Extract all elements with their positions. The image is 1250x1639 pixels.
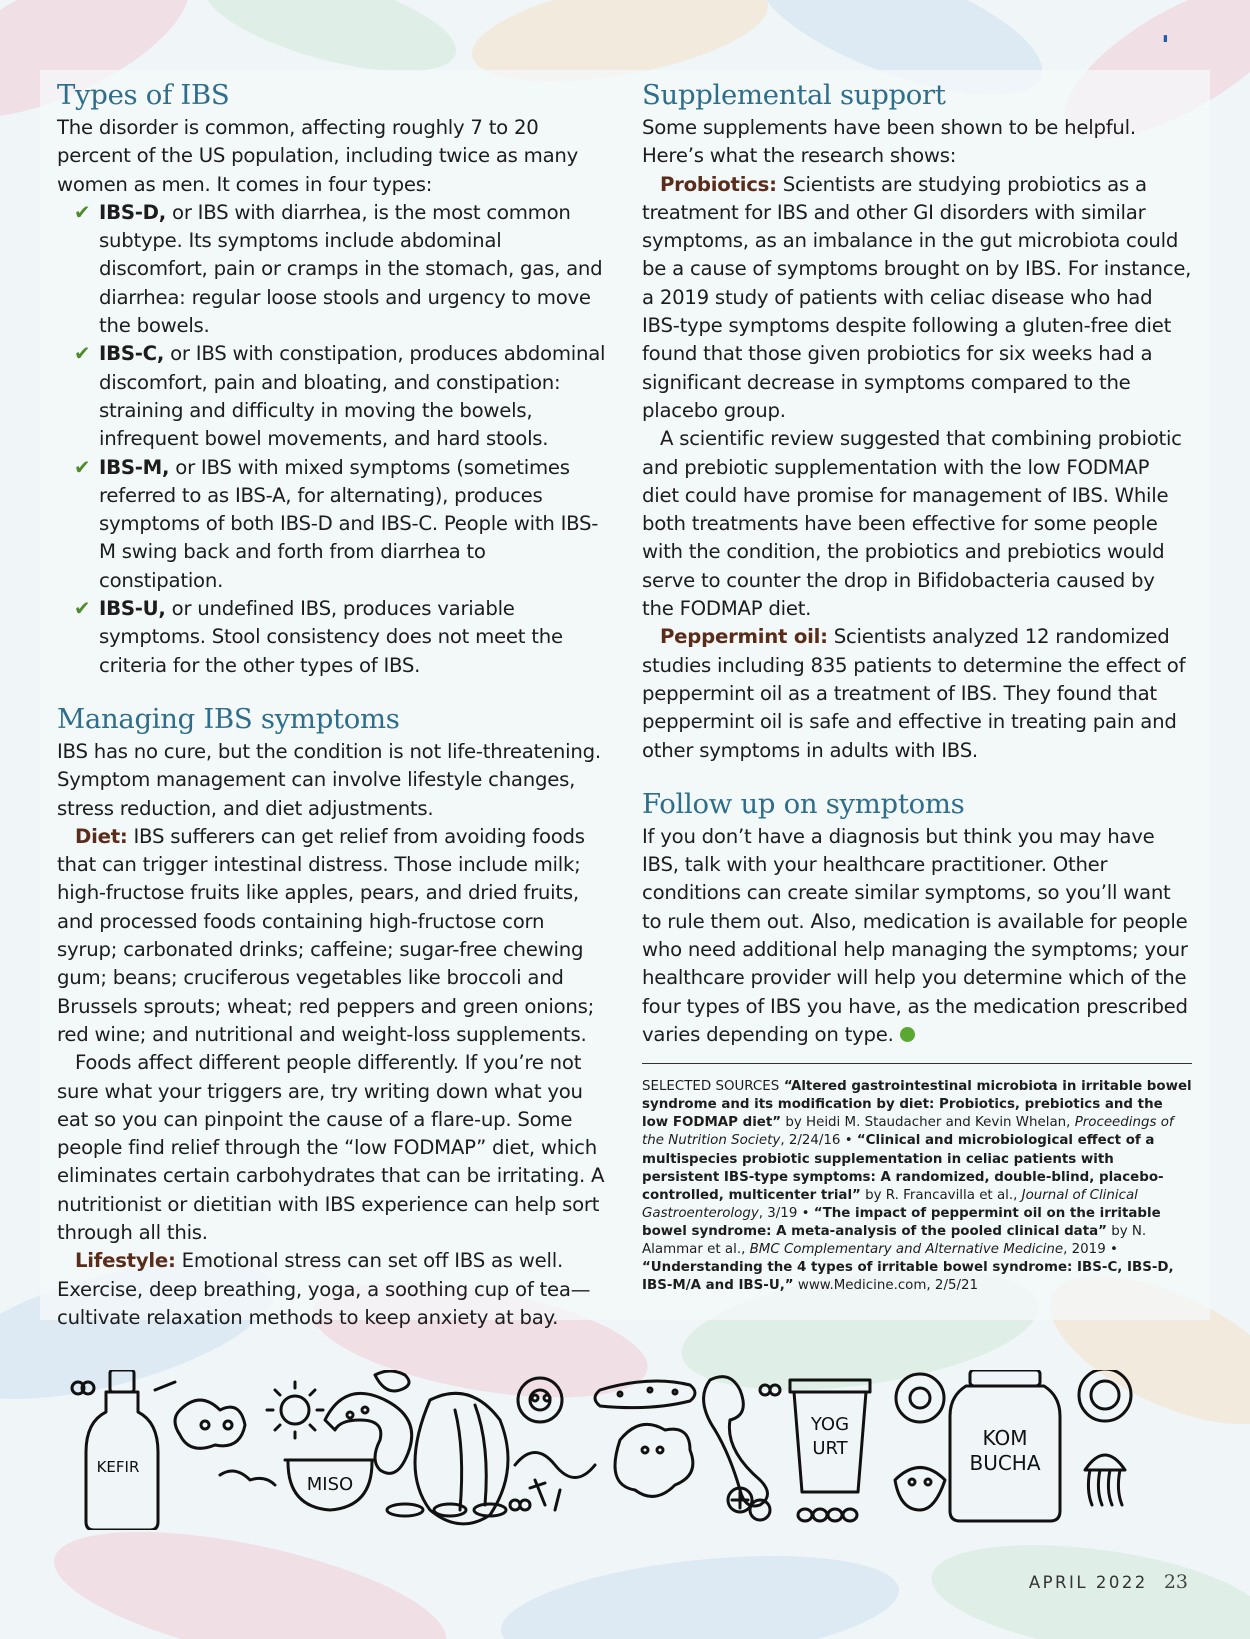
type-term: IBS-U, <box>99 597 166 621</box>
check-mark-icon: ✔ <box>74 455 91 479</box>
yogurt-label-bottom: URT <box>812 1438 848 1459</box>
source-title: “Altered gastrointestinal microbiota in irritable bowel syndrome and its modification by diet: Probiotics, prebiotics and the low FODMAP diet” <box>642 1079 1192 1131</box>
pickle-icon <box>595 1381 695 1408</box>
type-term: IBS-M, <box>99 455 170 479</box>
list-item <box>57 454 607 595</box>
yogurt-cup-icon <box>790 1380 870 1492</box>
source-title: “Clinical and microbiological effect of a multispecies probiotic supplementation in celiac patients with persistent IBS-type symptoms: A randomized, double-blind, placebo-controlled, multicenter trial” <box>642 1133 1164 1203</box>
diet-paragraph <box>57 823 607 1049</box>
source-date: , 2/24/16 • <box>780 1133 857 1149</box>
microbe-icon <box>175 1400 245 1448</box>
lifestyle-paragraph <box>57 1247 607 1332</box>
source-date: , 2019 • <box>1063 1242 1118 1258</box>
left-column <box>57 78 607 1332</box>
type-term: IBS-C, <box>99 342 165 366</box>
types-intro: The disorder is common, affecting roughly 7 to 20 percent of the US population, including twice as many women as men. It comes in four types: <box>57 116 579 196</box>
check-mark-icon: ✔ <box>74 597 91 621</box>
source-author: by R. Francavilla et al., <box>860 1187 1022 1203</box>
right-column <box>642 78 1192 1295</box>
list-item <box>57 199 607 340</box>
kombucha-jar-icon <box>950 1370 1060 1521</box>
diet-text: IBS sufferers can get relief from avoiding foods that can trigger intestinal distress. Those include milk; high-fructose fruits like apples, pears, and dried fruits, and processed foods containing high-fructose corn syrup; carbonated drinks; caffeine; sugar-free chewing gum; beans; cruciferous vegetables like broccoli and Brussels sprouts; wheat; red peppers and green onions; red wine; and nutritional and weight-loss supplements. <box>57 824 595 1046</box>
managing-intro: IBS has no cure, but the condition is not life-threatening. Symptom management can involve lifestyle changes, stress reduction, and diet adjustments. <box>57 739 601 820</box>
types-of-ibs-section <box>57 78 607 680</box>
source-journal: Journal of Clinical Gastroenterology <box>642 1187 1138 1221</box>
foods-paragraph: Foods affect different people differently. If you’re not sure what your triggers are, try writing down what you eat so you can pinpoint the cause of a flare-up. Some people find relief through the “low FODMAP” diet, which eliminates certain carbohydrates that can be irritating. A nutritionist or dietitian with IBS experience can help sort through all this. <box>57 1051 605 1244</box>
probiotics-text: Scientists are studying probiotics as a treatment for IBS and other GI disorders with similar symptoms, as an imbalance in the gut microbiota could be a cause of symptoms brought on by IBS. For instance, a 2019 study of patients with celiac disease who had IBS-type symptoms despite following a gluten-free diet found that those given probiotics for six weeks had a significant decrease in symptoms compared to the placebo group. <box>642 172 1192 422</box>
probiotics-paragraph <box>642 171 1192 426</box>
source-title: “Understanding the 4 types of irritable bowel syndrome: IBS-C, IBS-D, IBS-M/A and IBS-U,” <box>642 1260 1174 1294</box>
kefir-bottle-icon <box>86 1370 158 1530</box>
type-description: or IBS with constipation, produces abdominal discomfort, pain and bloating, and constipation: straining and difficulty in moving the bowels, infrequent bowel movements, and hard stools. <box>99 342 606 451</box>
kombucha-label-bottom: BUCHA <box>969 1451 1041 1475</box>
yogurt-label-top: YOG <box>810 1414 850 1435</box>
lifestyle-text: Emotional stress can set off IBS as well. Exercise, deep breathing, yoga, a soothing cup of tea—cultivate relaxation methods to keep anxiety at bay. <box>57 1249 591 1329</box>
selected-sources <box>642 1078 1192 1295</box>
supplemental-heading: Supplemental support <box>642 79 946 111</box>
check-mark-icon: ✔ <box>74 342 91 366</box>
peppermint-text: Scientists analyzed 12 randomized studies including 835 patients to determine the effect of peppermint oil as a treatment of IBS. They found that peppermint oil is safe and effective in treating pain and other symptoms in adults with IBS. <box>642 625 1186 762</box>
sources-divider <box>642 1063 1192 1064</box>
type-description: or IBS with diarrhea, is the most common subtype. Its symptoms include abdominal discomfort, pain or cramps in the stomach, gas, and diarrhea: regular loose stools and urgency to move the bowels. <box>99 200 603 338</box>
follow-up-section <box>642 787 1192 1049</box>
source-title: “The impact of peppermint oil on the irritable bowel syndrome: A meta-analysis of the pooled clinical data” <box>642 1205 1161 1239</box>
source-author: by Heidi M. Staudacher and Kevin Whelan, <box>781 1115 1075 1131</box>
diet-lead: Diet: <box>75 824 128 848</box>
issue-date: APRIL 2022 <box>1028 1573 1148 1592</box>
review-paragraph: A scientific review suggested that combining probiotic and prebiotic supplementation with the low FODMAP diet could have promise for management of IBS. While both treatments have been effective for some people with the condition, the probiotics and prebiotics would serve to counter the drop in Bifidobacteria caused by the FODMAP diet. <box>642 427 1182 621</box>
list-item <box>57 595 607 680</box>
kombucha-label-top: KOM <box>982 1426 1028 1450</box>
page-footer <box>1029 1571 1188 1593</box>
lifestyle-lead: Lifestyle: <box>75 1249 176 1273</box>
page-number: 23 <box>1163 1571 1188 1593</box>
type-description: or IBS with mixed symptoms (sometimes referred to as IBS-A, for alternating), produces symptoms of both IBS-D and IBS-C. People with IBS-M swing back and forth from diarrhea to constipation. <box>99 455 599 592</box>
types-heading: Types of IBS <box>57 79 230 111</box>
peppermint-paragraph <box>642 623 1192 764</box>
supplemental-intro: Some supplements have been shown to be helpful. Here’s what the research shows: <box>642 116 1136 168</box>
miso-label: MISO <box>306 1474 354 1495</box>
source-author: by N. Alammar et al., <box>642 1223 1147 1258</box>
source-journal: BMC Complementary and Alternative Medicine <box>749 1242 1064 1258</box>
end-dot-icon <box>900 1027 915 1042</box>
type-description: or undefined IBS, produces variable symptoms. Stool consistency does not meet the criteria for the other types of IBS. <box>99 597 563 677</box>
type-term: IBS-D, <box>99 200 167 224</box>
follow-heading: Follow up on symptoms <box>642 787 965 820</box>
follow-text: If you don’t have a diagnosis but think you may have IBS, talk with your healthcare practitioner. Other conditions can create similar symptoms, so you’ll want to rule them out. Also, medication is available for people who need additional help managing the symptoms; your healthcare provider will help you determine which of the four types of IBS you have, as the medication prescribed varies depending on type. <box>642 824 1188 1046</box>
managing-heading: Managing IBS symptoms <box>57 702 400 735</box>
source-date: , 3/19 • <box>758 1205 814 1221</box>
source-journal: Proceedings of the Nutrition Society <box>642 1115 1174 1149</box>
probiotics-lead: Probiotics: <box>660 172 777 196</box>
source-author: www.Medicine.com, 2/5/21 <box>793 1278 979 1294</box>
peppermint-lead: Peppermint oil: <box>660 625 828 649</box>
corner-mark: ▮ <box>1163 34 1168 44</box>
check-mark-icon: ✔ <box>74 200 91 224</box>
follow-paragraph <box>642 823 1192 1049</box>
sources-label: SELECTED SOURCES <box>642 1079 780 1095</box>
supplemental-support-section <box>642 78 1192 765</box>
managing-ibs-section <box>57 702 607 1332</box>
list-item <box>57 340 607 453</box>
fermented-foods-illustration <box>60 1370 1190 1530</box>
miso-bowl-icon <box>285 1460 375 1510</box>
kefir-label: KEFIR <box>96 1458 140 1476</box>
ibs-types-list <box>57 199 607 680</box>
